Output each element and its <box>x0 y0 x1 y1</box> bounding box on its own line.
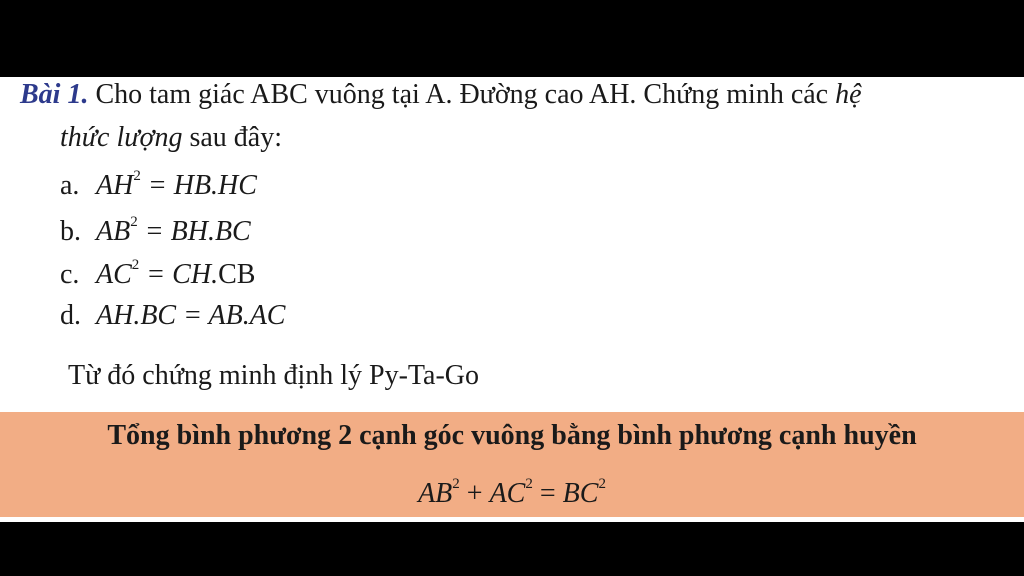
document-page <box>0 77 1024 522</box>
item-label: c. <box>60 259 80 290</box>
item-formula: $AH^2 = HB.HC$ <box>96 168 257 201</box>
item-formula: AH.BC = AB.AC <box>96 300 286 331</box>
problem-label: Bài 1. <box>20 79 89 110</box>
problem-cont-italic: thức lượng <box>60 122 183 153</box>
problem-text: Cho tam giác ABC vuông tại A. Đường cao AH. Chứng minh các <box>88 79 836 110</box>
item-label: d. <box>60 300 81 331</box>
item-label: a. <box>60 170 80 201</box>
problem-text-italic-end: hệ <box>835 79 862 110</box>
list-item-c <box>60 257 255 291</box>
item-formula: $AC^2 = CH.CB$ <box>96 257 256 290</box>
problem-statement-continued <box>60 122 282 154</box>
highlight-title: Tổng bình phương 2 cạnh góc vuông bằng bình phương cạnh huyền <box>107 420 917 451</box>
conclusion-text: Từ đó chứng minh định lý Py-Ta-Go <box>68 360 480 391</box>
list-item-d <box>60 300 285 332</box>
pythagoras-formula: $AB^2 + AC^2 = BC^2$ <box>418 476 606 509</box>
problem-statement <box>20 79 862 111</box>
highlight-box <box>0 412 1024 517</box>
item-formula: $AB^2 = BH.BC$ <box>96 214 251 247</box>
list-item-b <box>60 214 251 248</box>
item-label: b. <box>60 216 81 247</box>
problem-cont-rest: sau đây: <box>182 122 283 153</box>
list-item-a <box>60 168 257 202</box>
